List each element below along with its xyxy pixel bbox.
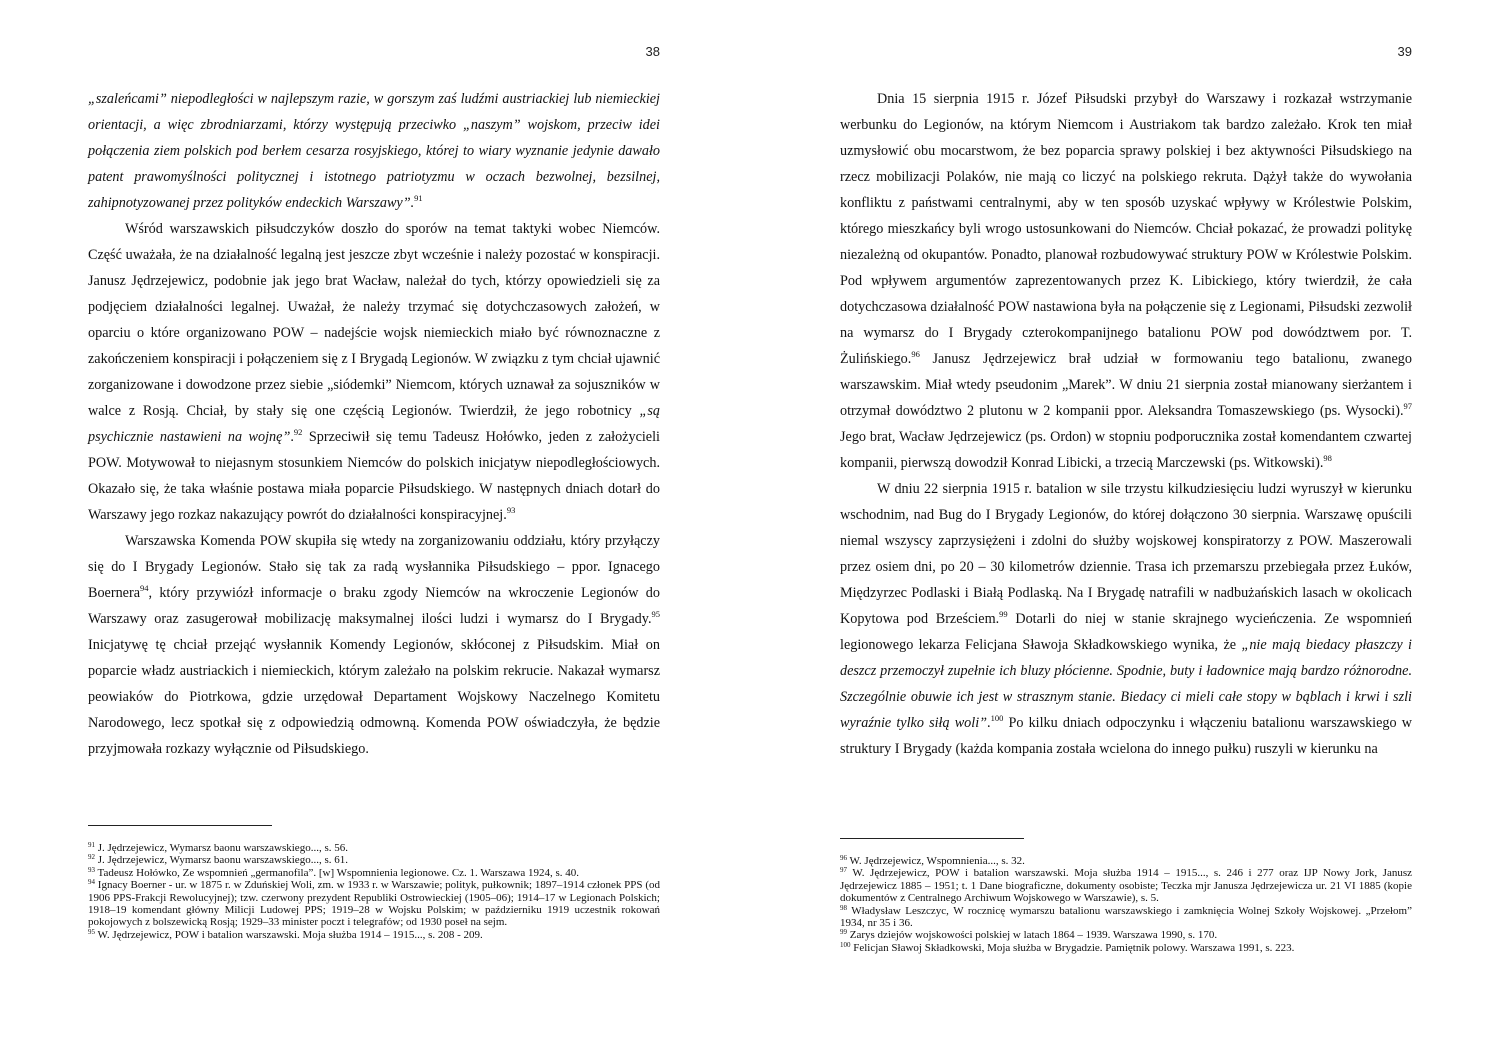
footnote-text: W. Jędrzejewicz, POW i batalion warszawski. Moja służba 1914 – 1915..., s. 208 - 209. — [95, 928, 483, 941]
footnotes — [88, 842, 660, 941]
footnote-separator — [88, 825, 272, 826]
footnote-text: W. Jędrzejewicz, Wspomnienia..., s. 32. — [847, 855, 1025, 867]
footnote — [88, 879, 660, 929]
page-number: 38 — [645, 44, 660, 59]
footnote — [88, 842, 660, 854]
footnote-number: 95 — [88, 927, 95, 936]
paragraph-text: Dnia 15 sierpnia 1915 r. Józef Piłsudski przybył do Warszawy i rozkazał wstrzymanie werbunku do Legionów, na którym Niemcom i Austriakom tak bardzo zależało. Krok ten miał uzmysłowić obu mocarstwom, że bez poparcia sprawy polskiej i bez aktywności Piłsudskiego na rzecz mobilizacji Polaków, nie mają co liczyć na polskiego rekruta. Dążył także do wywołania konfliktu z państwami centralnymi, aby w ten sposób uzyskać wpływy w Królestwie Polskim, którego mieszkańcy byli wrogo ustosunkowani do Niemców. Chciał pokazać, że prowadzi politykę niezależną od okupantów. Ponadto, planował rozbudowywać struktury POW w Królestwie Polskim. Pod wpływem argumentów zaprezentowanych przez K. Libickiego, który twierdził, że cała dotychczasowa działalność POW nastawiona była na połączenie się z Legionami, Piłsudski zezwolił na wymarsz do I Brygady czterokompanijnego batalionu POW pod dowództwem por. T. Żulińskiego. — [840, 91, 1412, 367]
footnote-number: 98 — [840, 903, 847, 912]
footnote-separator — [840, 838, 1024, 839]
paragraph-text: . — [290, 429, 294, 445]
left-page — [88, 0, 660, 1062]
footnote-reference: 100 — [990, 713, 1004, 723]
footnote — [840, 855, 1412, 867]
quotation-text: „są psychicznie nastawieni na wojnę” — [88, 403, 660, 445]
paragraph-text: Janusz Jędrzejewicz brał udział w formowaniu tego batalionu, zwanego warszawskim. Miał wtedy pseudonim „Marek”. W dniu 21 sierpnia został mianowany sierżantem i otrzymał dowództwo 2 plutonu w 2 kompanii ppor. Aleksandra Tomaszewskiego (ps. Wysocki). — [840, 351, 1412, 419]
paragraph — [88, 216, 660, 528]
paragraph-text: Wśród warszawskich piłsudczyków doszło do sporów na temat taktyki wobec Niemców. Część uważała, że na działalność legalną jest jeszcze zbyt wcześnie i należy pozostać w konspiracji. Janusz Jędrzejewicz, podobnie jak jego brat Wacław, należał do tych, którzy opowiedzieli się za podjęciem działalności legalnej. Uważał, że należy trzymać się dotychczasowych założeń, w oparciu o które organizowano POW – nadejście wojsk niemieckich miało być równoznaczne z zakończeniem konspiracji i połączeniem się z I Brygadą Legionów. W związku z tym chciał ujawnić zorganizowane i dowodzone przez siebie „siódemki” Niemcom, których uznawał za sojuszników w walce z Rosją. Chciał, by stały się one częścią Legionów. Twierdził, że jego robotnicy — [88, 221, 660, 419]
paragraph-text: . — [987, 715, 991, 731]
footnote-number: 100 — [840, 940, 851, 949]
quotation-text: „szaleńcami” niepodległości w najlepszym razie, w gorszym zaś ludźmi austriackiej lub niemieckiej orientacji, a więc zbrodniarzami, którzy występują przeciwko „naszym” wojskom, przeciw idei połączenia ziem polskich pod berłem cesarza rosyjskiego, której to wiary wyznanie jedynie dawało patent prawomyślności politycznej i istotnego patriotyzmu w oczach bezwolnej, bezsilnej, zahipnotyzowanej przez polityków endeckich Warszawy”. — [88, 91, 660, 211]
footnote — [88, 929, 660, 941]
footnote-number: 97 — [840, 866, 847, 875]
footnote-text: Władysław Leszczyc, W rocznicę wymarszu batalionu warszawskiego i zamknięcia Wolnej Szkoły Wojskowej. „Przełom” 1934, nr 35 i 36. — [840, 904, 1412, 930]
footnote-number: 91 — [88, 841, 95, 849]
footnote-reference: 98 — [1323, 453, 1332, 463]
paragraph-text: W dniu 22 sierpnia 1915 r. batalion w sile trzystu kilkudziesięciu ludzi wyruszył w kierunku wschodnim, nad Bug do I Brygady Legionów, do której dołączono 30 sierpnia. Warszawę opuścili niemal wszyscy zaprzysiężeni i zdolni do służby wojskowej konspiratorzy z POW. Maszerowali przez osiem dni, po 20 – 30 kilometrów dziennie. Trasa ich przemarszu przebiegała przez Łuków, Międzyrzec Podlaski i Białą Podlaską. Na I Brygadę natrafili w nadbużańskich lasach w okolicach Kopytowa pod Brześciem. — [840, 481, 1412, 627]
footnote-reference: 95 — [651, 609, 660, 619]
footnote-text: Zarys dziejów wojskowości polskiej w latach 1864 – 1939. Warszawa 1990, s. 170. — [847, 929, 1218, 942]
footnote — [840, 942, 1412, 954]
footnote-number: 93 — [88, 865, 95, 874]
footnote-reference: 97 — [1403, 401, 1412, 411]
paragraph — [88, 86, 660, 216]
paragraph-text: Po kilku dniach odpoczynku i włączeniu batalionu warszawskiego w struktury I Brygady (każda kompania została wcielona do innego pułku) ruszyli w kierunku na — [840, 715, 1412, 757]
footnote-text: W. Jędrzejewicz, POW i batalion warszawski. Moja służba 1914 – 1915..., s. 246 i 277 oraz IJP Nowy Jork, Janusz Jędrzejewicz 1885 – 1951; t. 1 Dane biograficzne, dokumenty osobiste; Teczka mjr Janusza Jędrzejewicza ur. 21 VI 1885 (kopie dokumentów z Centralnego Archiwum Wojskowego w Warszawie), s. 5. — [840, 867, 1412, 905]
footnote-reference: 91 — [414, 193, 423, 203]
footnote-reference: 92 — [293, 427, 303, 437]
footnote-reference: 93 — [506, 505, 516, 515]
footnote-reference: 94 — [140, 583, 149, 593]
paragraph — [840, 476, 1412, 762]
footnote-text: Tadeusz Hołówko, Ze wspomnień „germanofila”. [w] Wspomnienia legionowe. Cz. 1. Warszawa 1924, s. 40. — [95, 866, 580, 879]
footnotes — [840, 855, 1412, 954]
footnote — [840, 905, 1412, 930]
footnote — [88, 854, 660, 866]
footnote-number: 94 — [88, 878, 95, 887]
footnote-number: 99 — [840, 928, 847, 937]
paragraph — [88, 528, 660, 762]
footnote-reference: 99 — [999, 609, 1008, 619]
quotation-text: „nie mają biedacy płaszczy i deszcz przemoczył zupełnie ich bluzy płócienne. Spodnie, buty i ładownice mają bardzo różnorodne. Szczególnie obuwie ich jest w strasznym stanie. Biedacy ci mieli całe stopy w bąblach i krwi i szli wyraźnie tylko siłą woli” — [840, 637, 1412, 731]
paragraph-text: Sprzeciwił się temu Tadeusz Hołówko, jeden z założycieli POW. Motywował to niejasnym stosunkiem Niemców do polskich inicjatyw niepodległościowych. Okazało się, że taka właśnie postawa miała poparcie Piłsudskiego. W następnych dniach dotarł do Warszawy jego rozkaz nakazujący powrót do działalności konspiracyjnej. — [88, 429, 660, 523]
footnote-number: 92 — [88, 853, 95, 862]
footnote — [840, 929, 1412, 941]
right-page — [840, 0, 1412, 1062]
footnote-text: J. Jędrzejewicz, Wymarsz baonu warszawskiego..., s. 61. — [95, 854, 348, 867]
body-text — [88, 86, 660, 762]
footnote-text: Ignacy Boerner - ur. w 1875 r. w Zduńskiej Woli, zm. w 1933 r. w Warszawie; polityk, pułkownik; 1897–1914 członek PPS (od 1906 PPS-Frakcji Rewolucyjnej); tzw. czerwony prezydent Republiki Ostrowieckiej (1905–06); 1914–17 w Legionach Polskich; 1918–19 komendant główny Milicji Ludowej PPS; 1919–28 w Wojsku Polskim; w październiku 1919 uczestnik rokowań pokojowych z bolszewicką Rosją; 1929–33 minister poczt i telegrafów; od 1930 poseł na sejm. — [88, 879, 660, 929]
paragraph-text: Jego brat, Wacław Jędrzejewicz (ps. Ordon) w stopniu podporucznika został komendantem czwartej kompanii, pierwszą dowodził Konrad Libicki, a trzecią Marczewski (ps. Witkowski). — [840, 429, 1412, 471]
paragraph-text: , który przywiózł informacje o braku zgody Niemców na wkroczenie Legionów do Warszawy oraz zasugerował mobilizację maksymalnej ilości ludzi i wymarsz do I Brygady. — [88, 585, 660, 627]
footnote-reference: 96 — [911, 349, 920, 359]
footnote — [88, 867, 660, 879]
paragraph-text: Warszawska Komenda POW skupiła się wtedy na zorganizowaniu oddziału, który przyłączy się do I Brygady Legionów. Stało się tak za radą wysłannika Piłsudskiego – ppor. Ignacego Boernera — [88, 533, 660, 601]
footnote — [840, 867, 1412, 904]
footnote-number: 96 — [840, 854, 847, 862]
paragraph-text: Dotarli do niej w stanie skrajnego wycieńczenia. Ze wspomnień legionowego lekarza Felicjana Sławoja Składkowskiego wynika, że — [840, 611, 1413, 653]
page-number: 39 — [1397, 44, 1412, 59]
footnote-text: Felicjan Sławoj Składkowski, Moja służba w Brygadzie. Pamiętnik polowy. Warszawa 1991, s. 223. — [850, 941, 1295, 954]
paragraph — [840, 86, 1412, 476]
footnote-text: J. Jędrzejewicz, Wymarsz baonu warszawskiego..., s. 56. — [95, 842, 348, 854]
body-text — [840, 86, 1412, 762]
paragraph-text: Inicjatywę tę chciał przejąć wysłannik Komendy Legionów, skłóconej z Piłsudskim. Miał on poparcie władz austriackich i niemieckich, którym zależało na polskim rekrucie. Nakazał wymarsz peowiaków do Piotrkowa, gdzie urzędował Departament Wojskowy Naczelnego Komitetu Narodowego, lecz spotkał się z odpowiedzią odmowną. Komenda POW oświadczyła, że będzie przyjmowała rozkazy wyłącznie od Piłsudskiego. — [88, 637, 660, 757]
